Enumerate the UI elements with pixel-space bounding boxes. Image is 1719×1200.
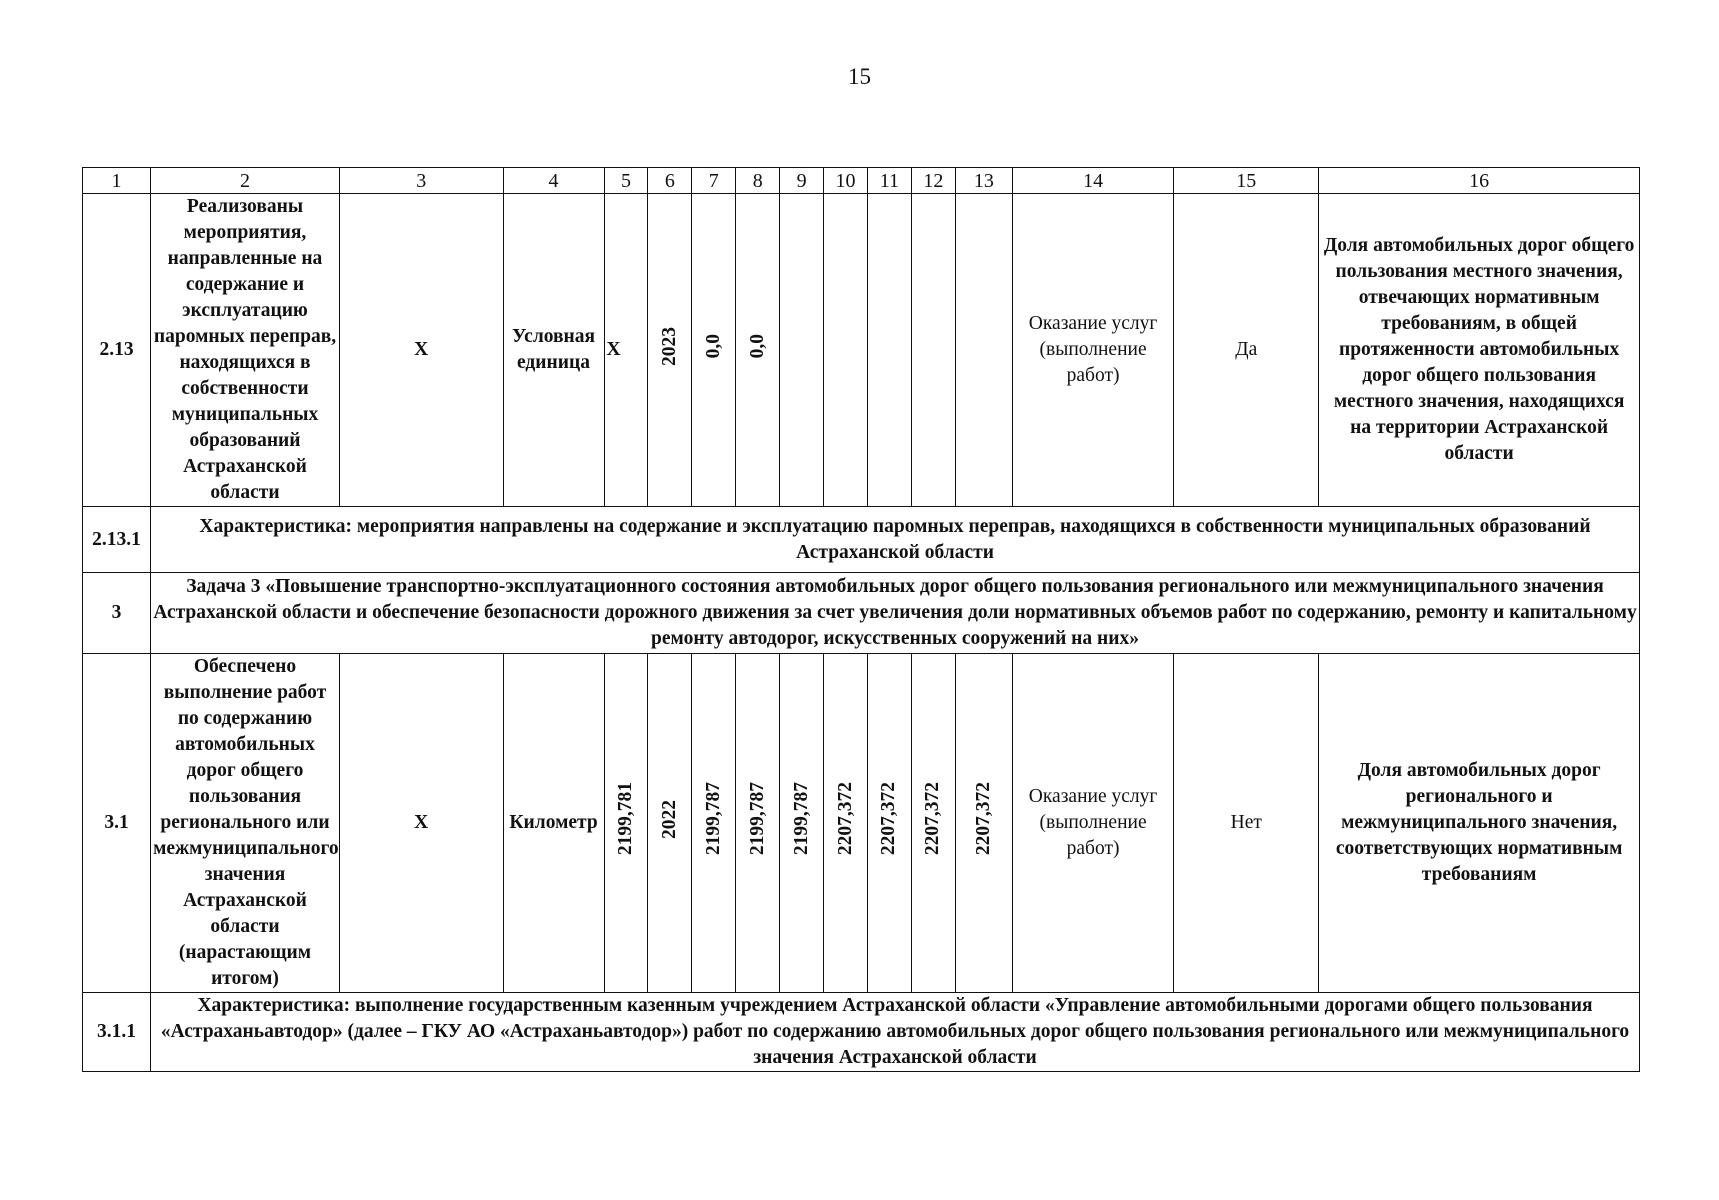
- col-header-12: 12: [911, 168, 955, 194]
- col-header-1: 1: [83, 168, 151, 194]
- col7-value: 0,0: [702, 333, 724, 359]
- col-header-11: 11: [867, 168, 911, 194]
- col5-cell: X: [604, 194, 648, 507]
- col11-cell: [867, 654, 911, 993]
- col8-value: 0,0: [746, 333, 768, 359]
- indicators-table: [82, 167, 1640, 1072]
- unit-cell: Километр: [503, 654, 604, 993]
- year-cell: [648, 654, 692, 993]
- row-number: 2.13.1: [83, 507, 151, 573]
- characteristic-text: Характеристика: мероприятия направлены на содержание и эксплуатацию паромных переправ, находящихся в собственности муниципальных образований Астраханской области: [151, 507, 1640, 573]
- col-header-3: 3: [339, 168, 503, 194]
- col12-value: 2207,372: [922, 782, 944, 856]
- col7-cell: [692, 654, 736, 993]
- base-value-cell: [604, 654, 648, 993]
- result-type-cell: Оказание услуг (выполнение работ): [1012, 654, 1173, 993]
- row-number: 3: [83, 573, 151, 654]
- col8-cell: [736, 194, 780, 507]
- col9-cell: [780, 654, 824, 993]
- col-header-5: 5: [604, 168, 648, 194]
- result-name-cell: Реализованы мероприятия, направленные на содержание и эксплуатацию паромных переправ, находящихся в собственности муниципальных образований Астраханской области: [151, 194, 340, 507]
- col10-value: 2207,372: [834, 782, 856, 856]
- col12-cell: [911, 654, 955, 993]
- col-header-10: 10: [824, 168, 868, 194]
- col13-cell: [955, 654, 1012, 993]
- col12-cell: [911, 194, 955, 507]
- indicator-link-cell: Доля автомобильных дорог регионального и межмуниципального значения, соответствующих нормативным требованиям: [1319, 654, 1640, 993]
- unit-cell: Условная единица: [503, 194, 604, 507]
- row-number: 2.13: [83, 194, 151, 507]
- flag-cell: Да: [1174, 194, 1319, 507]
- task-text: Задача 3 «Повышение транспортно-эксплуатационного состояния автомобильных дорог общего пользования регионального или межмуниципального значения Астраханской области и обеспечение безопасности дорожного движения за счет увеличения доли нормативных объемов работ по содержанию, ремонту и капитальному ремонту автодорог, искусственных сооружений на них»: [151, 573, 1640, 654]
- flag-cell: Нет: [1174, 654, 1319, 993]
- base-value: 2199,781: [614, 782, 636, 856]
- col9-cell: [780, 194, 824, 507]
- col-header-13: 13: [955, 168, 1012, 194]
- col-header-9: 9: [780, 168, 824, 194]
- col-header-7: 7: [692, 168, 736, 194]
- col8-cell: [736, 654, 780, 993]
- col7-cell: [692, 194, 736, 507]
- col3-cell: X: [339, 194, 503, 507]
- row-number: 3.1: [83, 654, 151, 993]
- table-row-3: [83, 573, 1640, 654]
- result-type-cell: Оказание услуг (выполнение работ): [1012, 194, 1173, 507]
- col10-cell: [824, 194, 868, 507]
- col-header-2: 2: [151, 168, 340, 194]
- col11-value: 2207,372: [878, 782, 900, 856]
- col-header-4: 4: [503, 168, 604, 194]
- table-row-2-13-1: [83, 507, 1640, 573]
- column-numbers-row: [83, 168, 1640, 194]
- col9-value: 2199,787: [790, 782, 812, 856]
- indicator-link-cell: Доля автомобильных дорог общего пользования местного значения, отвечающих нормативным требованиям, в общей протяженности автомобильных дорог общего пользования местного значения, находящихся на территории Астраханской области: [1319, 194, 1640, 507]
- col13-value: 2207,372: [972, 782, 994, 856]
- col10-cell: [824, 654, 868, 993]
- table-row-3-1: [83, 654, 1640, 993]
- col-header-6: 6: [648, 168, 692, 194]
- year-value: 2022: [658, 799, 680, 839]
- col-header-8: 8: [736, 168, 780, 194]
- col3-cell: X: [339, 654, 503, 993]
- col8-value: 2199,787: [746, 782, 768, 856]
- characteristic-text: Характеристика: выполнение государственным казенным учреждением Астраханской области «Управление автомобильными дорогами общего пользования «Астраханьавтодор» (далее – ГКУ АО «Астраханьавтодор») работ по содержанию автомобильных дорог общего пользования регионального или межмуниципального значения Астраханской области: [151, 993, 1640, 1072]
- year-cell: [648, 194, 692, 507]
- col-header-16: 16: [1319, 168, 1640, 194]
- year-value: 2023: [658, 326, 680, 366]
- page-number: 15: [848, 64, 871, 89]
- col11-cell: [867, 194, 911, 507]
- col-header-14: 14: [1012, 168, 1173, 194]
- col13-cell: [955, 194, 1012, 507]
- result-name-cell: Обеспечено выполнение работ по содержанию автомобильных дорог общего пользования регионального или межмуниципального значения Астраханской области (нарастающим итогом): [151, 654, 340, 993]
- col7-value: 2199,787: [702, 782, 724, 856]
- table-row-2-13: [83, 194, 1640, 507]
- col-header-15: 15: [1174, 168, 1319, 194]
- row-number: 3.1.1: [83, 993, 151, 1072]
- table-row-3-1-1: [83, 993, 1640, 1072]
